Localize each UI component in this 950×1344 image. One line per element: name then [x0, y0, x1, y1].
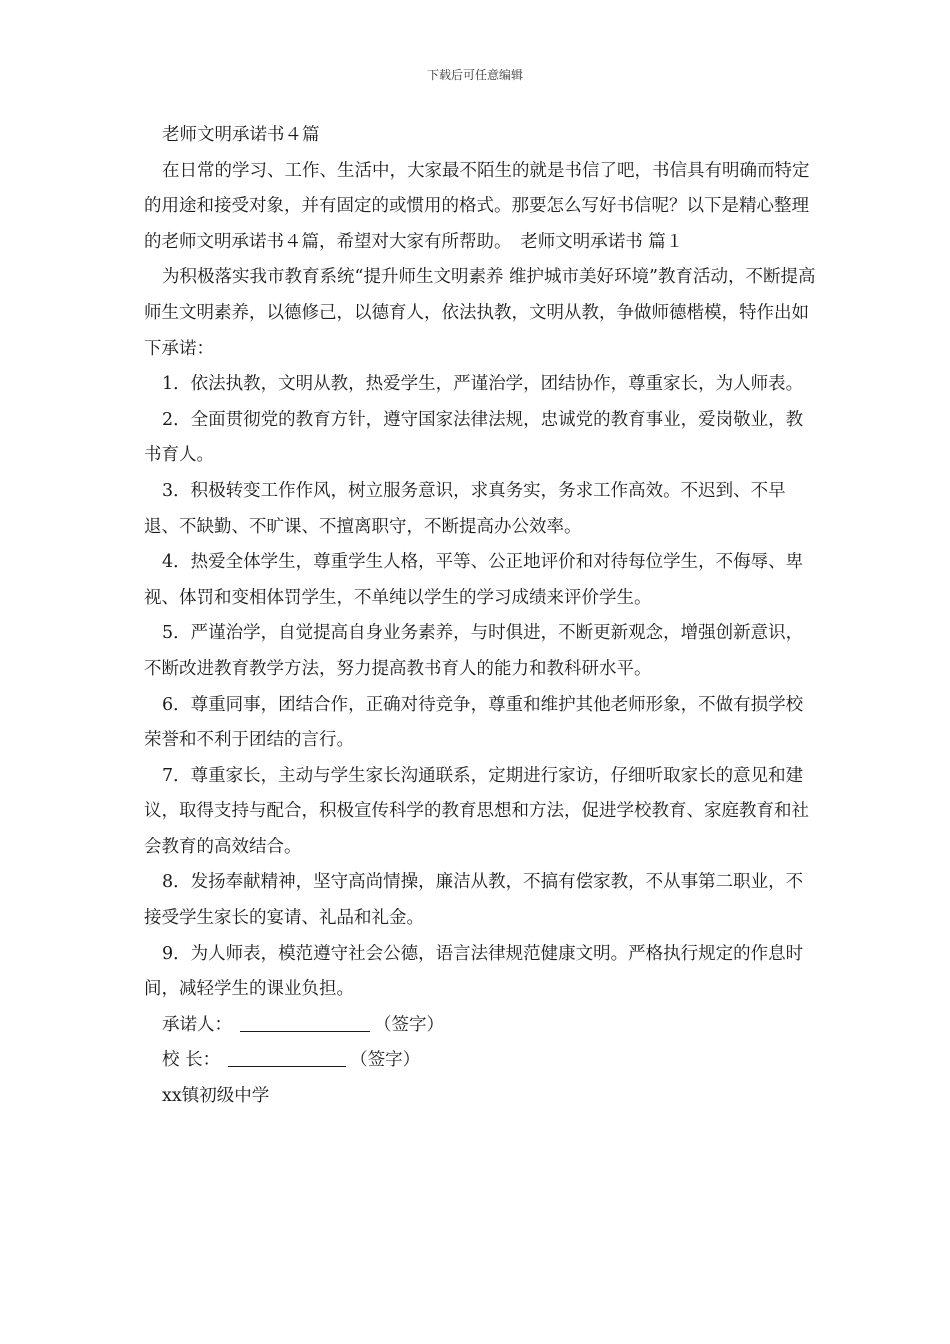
- commitment-item-3: 3．积极转变工作作风，树立服务意识，求真务实，务求工作高效。不迟到、不早退、不缺勤、不旷课、不擅离职守，不断提高办公效率。: [144, 480, 786, 537]
- promisor-signature-line: [240, 1013, 370, 1032]
- commitment-item-7: 7．尊重家长，主动与学生家长沟通联系，定期进行家访，仔细听取家长的意见和建议，取得支持与配合，积极宣传科学的教育思想和方法，促进学校教育、家庭教育和社会教育的高效结合。: [144, 765, 809, 857]
- commitment-item-8: 8．发扬奉献精神，坚守高尚情操，廉洁从教，不搞有偿家教，不从事第二职业，不接受学生家长的宴请、礼品和礼金。: [144, 872, 804, 929]
- commitment-item-2: 2．全面贯彻党的教育方针，遵守国家法律法规，忠诚党的教育事业，爱岗敬业，教书育人。: [144, 409, 804, 466]
- document-title: 老师文明承诺书４篇: [162, 125, 320, 145]
- principal-signature-row: [144, 1043, 820, 1079]
- promisor-signature-row: [144, 1008, 820, 1044]
- commitment-item-4: 4．热爱全体学生，尊重学生人格，平等、公正地评价和对待每位学生，不侮辱、卑视、体罚和变相体罚学生，不单纯以学生的学习成绩来评价学生。: [144, 552, 804, 608]
- document-body: [144, 118, 820, 1115]
- commitment-item-1: 1．依法执教，文明从教，热爱学生，严谨治学，团结协作，尊重家长，为人师表。: [162, 374, 804, 395]
- principal-label: 校 长：: [162, 1050, 221, 1071]
- principal-sign-hint: （签字）: [350, 1050, 421, 1071]
- commitment-preamble: 为积极落实我市教育系统“提升师生文明素养 维护城市美好环境”教育活动，不断提高师生文明素养，以德修己，以德育人，依法执教，文明从教，争做师德楷模，特作出如下承诺：: [144, 267, 816, 359]
- promisor-sign-hint: （签字）: [374, 1014, 444, 1035]
- principal-signature-line: [228, 1048, 346, 1067]
- page-header-note: 下载后可任意编辑: [426, 68, 523, 82]
- promisor-label: 承诺人：: [162, 1014, 232, 1035]
- intro-paragraph: 在日常的学习、工作、生活中，大家最不陌生的就是书信了吧，书信具有明确而特定的用途和接受对象，并有固定的或惯用的格式。那要怎么写好书信呢？以下是精心整理的老师文明承诺书４篇，希望对大家有所帮助。 老师文明承诺书 篇１: [144, 160, 810, 252]
- commitment-item-9: 9．为人师表，模范遵守社会公德，语言法律规范健康文明。严格执行规定的作息时间，减轻学生的课业负担。: [144, 943, 804, 1000]
- school-name: xx镇初级中学: [162, 1086, 270, 1107]
- commitment-item-5: 5．严谨治学，自觉提高自身业务素养，与时俱进，不断更新观念，增强创新意识，不断改进教育教学方法，努力提高教书育人的能力和教科研水平。: [144, 623, 804, 679]
- commitment-item-6: 6．尊重同事，团结合作，正确对待竞争，尊重和维护其他老师形象，不做有损学校荣誉和不利于团结的言行。: [144, 694, 804, 751]
